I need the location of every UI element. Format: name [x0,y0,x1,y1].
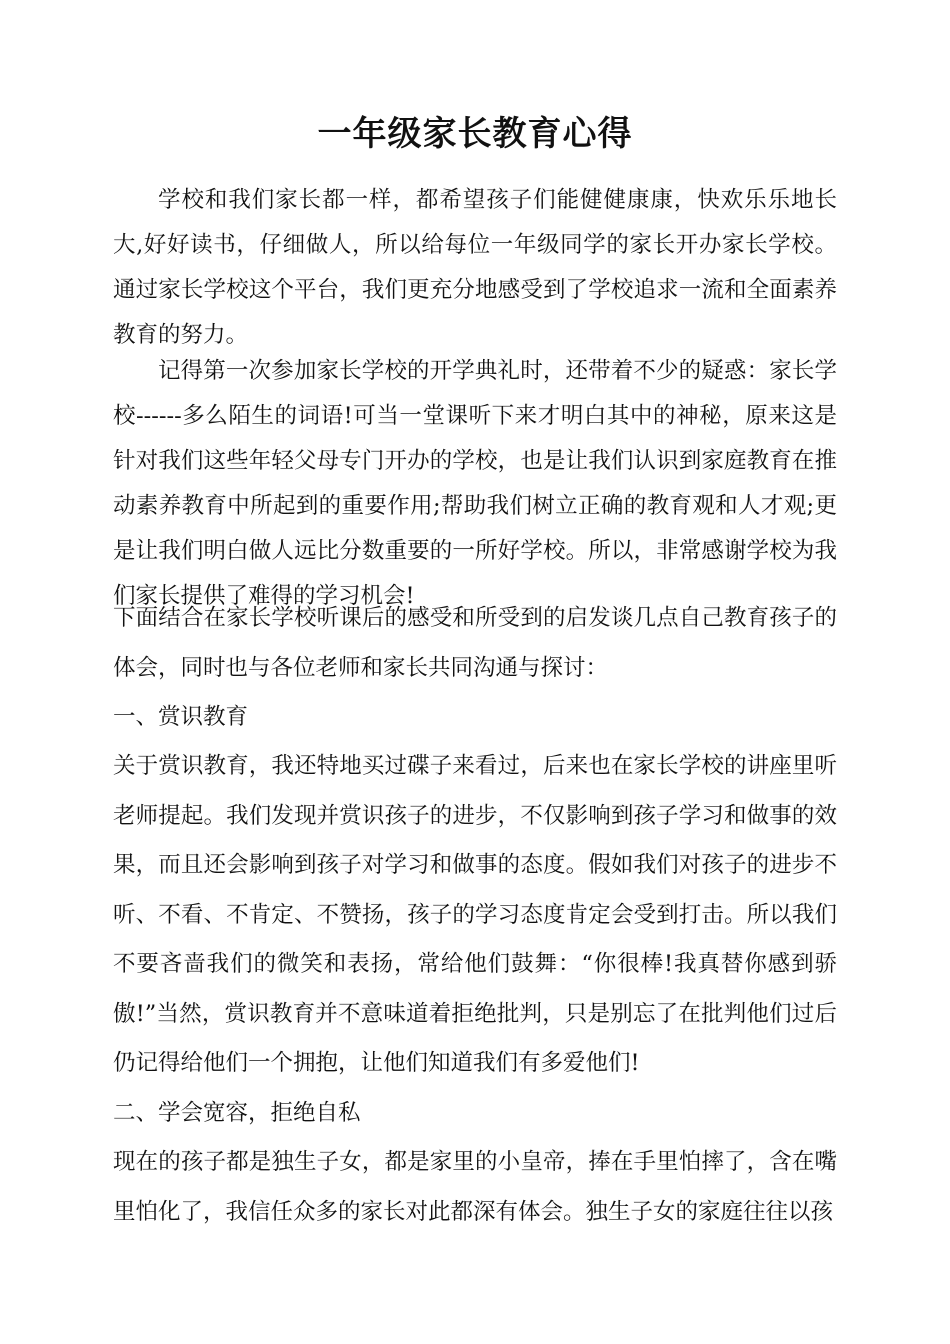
section-heading-appreciation: 一、赏识教育 [113,704,249,730]
document-title: 一年级家长教育心得 [317,113,633,154]
paragraph-tolerance: 现在的孩子都是独生子女，都是家里的小皇帝，捧在手里怕摔了，含在嘴里怕化了，我信任众多的家长对此都深有体会。独生子女的家庭往往以孩 [113,1149,837,1225]
paragraph-overview: 下面结合在家长学校听课后的感受和所受到的启发谈几点自己教育孩子的体会，同时也与各位老师和家长共同沟通与探讨： [113,605,837,681]
paragraph-appreciation: 关于赏识教育，我还特地买过碟子来看过，后来也在家长学校的讲座里听老师提起。我们发现并赏识孩子的进步，不仅影响到孩子学习和做事的效果，而且还会影响到孩子对学习和做事的态度。假如我们对孩子的进步不听、不看、不肯定、不赞扬，孩子的学习态度肯定会受到打击。所以我们不要吝啬我们的微笑和表扬，常给他们鼓舞：“你很棒!我真替你感到骄傲!”当然，赏识教育并不意味道着拒绝批判，只是别忘了在批判他们过后仍记得给他们一个拥抱，让他们知道我们有多爱他们! [113,753,837,1076]
section-heading-tolerance: 二、学会宽容，拒绝自私 [113,1100,361,1126]
paragraph-first-ceremony: 记得第一次参加家长学校的开学典礼时，还带着不少的疑惑：家长学校------多么陌生的词语!可当一堂课听下来才明白其中的神秘，原来这是针对我们这些年轻父母专门开办的学校，也是让我们认识到家庭教育在推动素养教育中所起到的重要作用;帮助我们树立正确的教育观和人才观;更是让我们明白做人远比分数重要的一所好学校。所以，非常感谢学校为我们家长提供了难得的学习机会! [113,358,837,609]
paragraph-intro: 学校和我们家长都一样，都希望孩子们能健健康康，快欢乐乐地长大,好好读书，仔细做人，所以给每位一年级同学的家长开办家长学校。通过家长学校这个平台，我们更充分地感受到了学校追求一流和全面素养教育的努力。 [113,187,837,348]
